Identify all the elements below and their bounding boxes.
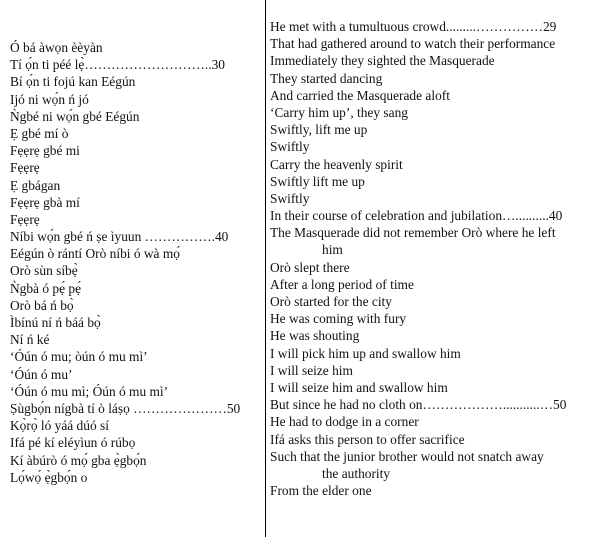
english-verse-line: He was coming with fury — [270, 311, 407, 327]
english-verse-line: I will seize him — [270, 362, 353, 378]
english-verse-line: The Masquerade did not remember Orò where he left — [270, 225, 556, 241]
english-verse-line: I will pick him up and swallow him — [270, 345, 461, 361]
english-verse-line: In their course of celebration and jubilation…..........40 — [270, 208, 563, 224]
yoruba-verse-line: Fẹẹrẹ gbà mí — [10, 194, 80, 210]
yoruba-verse-line: Eégún ò rántí Orò níbi ó wà mọ́ — [10, 246, 180, 262]
english-verse-line: They started dancing — [270, 70, 383, 86]
english-verse-line: He had to dodge in a corner — [270, 414, 419, 430]
yoruba-verse-line: ‘Óún ó mu mì; Óún ó mu mì’ — [10, 383, 169, 399]
yoruba-verse-line: Ijó ni wọ́n ń jó — [10, 91, 89, 107]
english-verse-line: I will seize him and swallow him — [270, 379, 448, 395]
english-verse-line: Ifá asks this person to offer sacrifice — [270, 431, 465, 447]
yoruba-verse-line: Kọ̀rọ̀ ló yáá dúó sí — [10, 418, 109, 434]
yoruba-verse-line: Ní ń ké — [10, 332, 50, 348]
english-verse-line: Carry the heavenly spirit — [270, 156, 403, 172]
yoruba-verse-line: Fẹẹrẹ gbé mi — [10, 143, 80, 159]
english-verse-line: That had gathered around to watch their performance — [270, 36, 556, 52]
yoruba-verse-line: ‘Óún ó mu’ — [10, 366, 73, 382]
yoruba-verse-line: ‘Óún ó mu; òún ó mu mì’ — [10, 349, 148, 365]
english-translation-column — [270, 0, 603, 499]
yoruba-verse-line: Orò sùn síbẹ̀ — [10, 263, 78, 279]
english-verse-line: Swiftly — [270, 139, 310, 155]
english-verse-line: Orò slept there — [270, 259, 350, 275]
english-verse-line: Orò started for the city — [270, 294, 392, 309]
english-verse-line: ‘Carry him up’, they sang — [270, 104, 408, 120]
yoruba-verse-line: Tí ọ́n ti péé lẹ̀………………………..30 — [10, 57, 225, 73]
english-verse-line: After a long period of time — [270, 276, 414, 292]
yoruba-verse-line: Fẹẹrẹ — [10, 160, 40, 176]
yoruba-verse-line: Ó bá àwọn èèyàn — [10, 40, 103, 55]
yoruba-verse-line: Ǹgbé ni wọ́n gbé Eégún — [10, 108, 140, 124]
english-verse-line: Immediately they sighted the Masquerade — [270, 53, 495, 69]
yoruba-verse-line: Ẹ gbé mí ò — [10, 125, 69, 141]
english-verse-line: He met with a tumultuous crowd.........……………29 — [270, 19, 557, 34]
english-verse-line: Such that the junior brother would not snatch away — [270, 448, 544, 464]
yoruba-verse-line: Ifá pé kí eléyìun ó rúbọ — [10, 435, 136, 451]
yoruba-verse-line: Ìbínú ní ń báá bọ̀ — [10, 315, 101, 330]
yoruba-verse-line: Ṣùgbọ́n nígbà tí ò láṣọ …………………50 — [10, 400, 241, 416]
yoruba-text-column — [10, 0, 260, 486]
yoruba-verse-line: Bí ọ́n ti fojú kan Eégún — [10, 74, 136, 90]
english-verse-line: the authority — [322, 465, 391, 481]
yoruba-verse-line: Kí àbúrò ó mọ́ gba ẹ̀gbọ́n — [10, 452, 147, 468]
english-verse-line: He was shouting — [270, 328, 360, 344]
yoruba-verse-line: Fẹẹrẹ — [10, 211, 40, 227]
yoruba-verse-line: Ǹgbà ó pẹ́ pẹ́ — [10, 280, 82, 296]
english-verse-line: him — [322, 242, 343, 258]
yoruba-verse-line: Lọ́wọ́ ẹ̀gbọ́n o — [10, 469, 88, 485]
english-verse-line: Swiftly — [270, 190, 310, 206]
yoruba-verse-line: Ẹ gbágan — [10, 177, 61, 193]
english-verse-line: From the elder one — [270, 483, 372, 499]
yoruba-verse-line: Orò bá ń bọ̀ — [10, 297, 74, 313]
english-verse-line: And carried the Masquerade aloft — [270, 87, 450, 103]
yoruba-verse-line: Níbi wọ́n gbé ń ṣe ìyuun …………….40 — [10, 229, 229, 245]
english-verse-line: Swiftly lift me up — [270, 173, 365, 189]
english-verse-line: Swiftly, lift me up — [270, 122, 368, 138]
english-verse-line: But since he had no cloth on………………...........…50 — [270, 397, 567, 413]
column-divider — [265, 0, 266, 537]
